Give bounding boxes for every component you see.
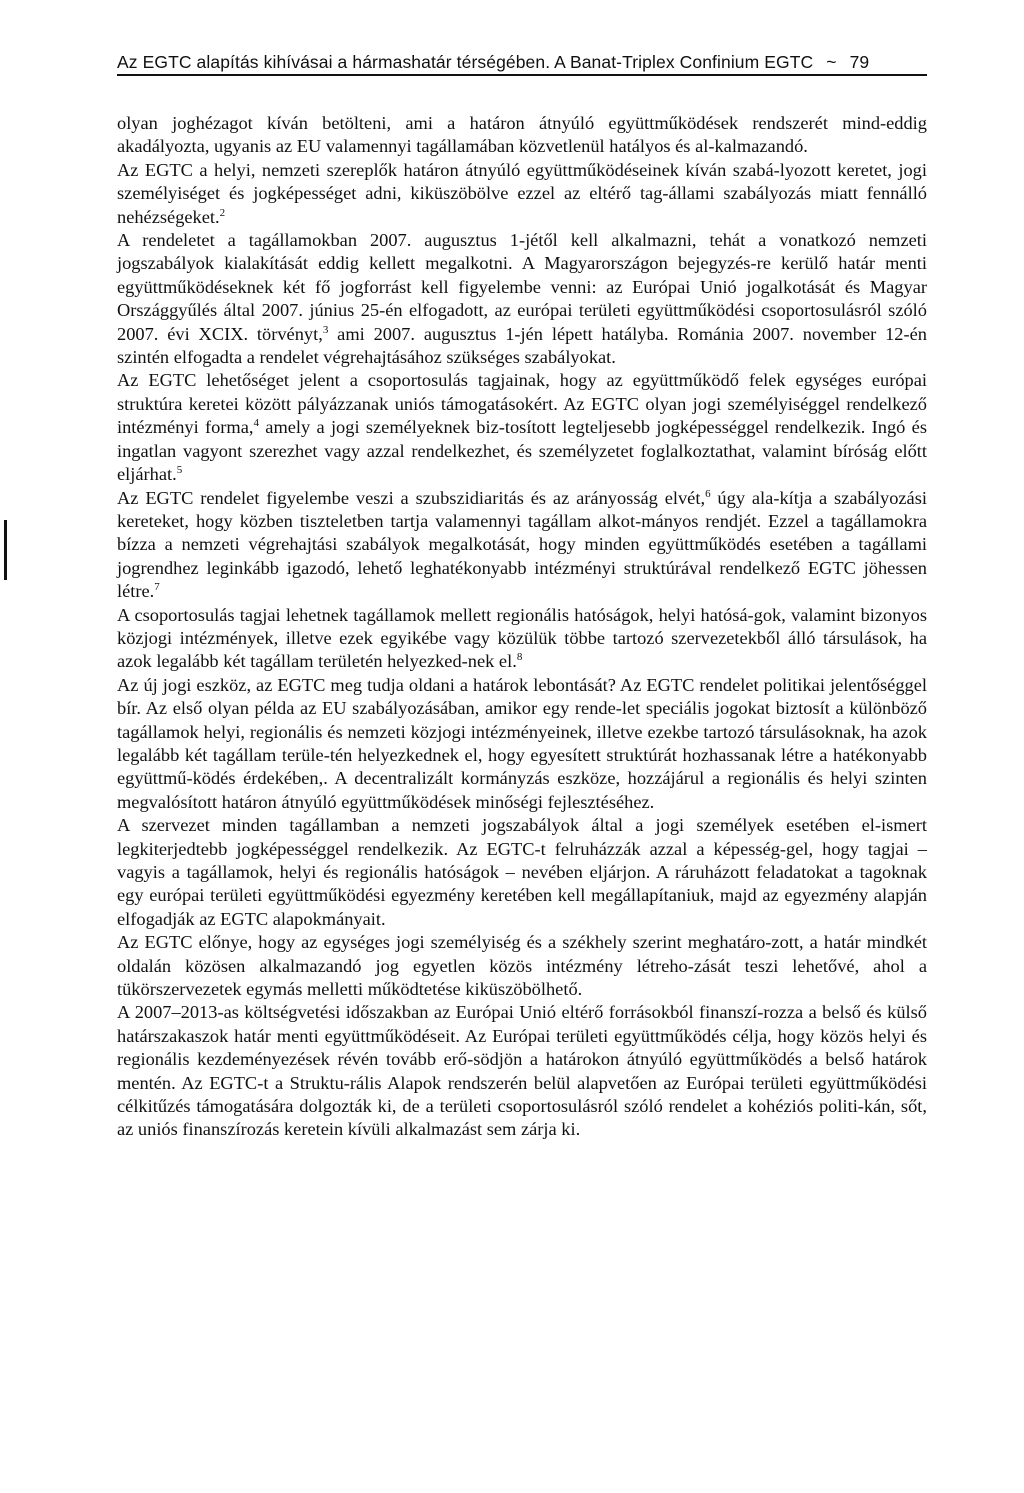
paragraph-8: A szervezet minden tagállamban a nemzeti jogszabályok által a jogi személyek esetében el-ismert legkiterjedtebb jogképességgel rendelkezik. Az EGTC-t felruházzák azzal a képesség-gel, hogy tagjai – vagyis a tagállamok, helyi és regionális hatóságok – nevében eljárjon. A ráruházott feladatokat a tagoknak egy európai területi együttműködési egyezmény keretében kell megállapítaniuk, majd az egyezmény alapján elfogadják az EGTC alapokmányait. [117,815,927,929]
footnote-ref-6: 6 [705,487,711,500]
paragraph-7: Az új jogi eszköz, az EGTC meg tudja oldani a határok lebontását? Az EGTC rendelet politikai jelentőséggel bír. Az első olyan példa az EU szabályozásában, amikor egy rende-let speciális jogokat biztosít a különböző tagállamok helyi, regionális és nemzeti közjogi intézményeinek, illetve ezekbe tartozó társulásoknak, ha azok legalább két tagállam terüle-tén helyezkednek el, hogy egyesített struktúrát hozhassanak létre a hatékonyabb együttmű-ködés érdekében,. A decentralizált kormányzás eszköze, hozzájárul a regionális és helyi szinten megvalósított határon átnyúló együttműködések minőségi fejlesztéséhez. [117,674,927,812]
paragraph-2: Az EGTC a helyi, nemzeti szereplők határon átnyúló együttműködéseinek kíván szabá-lyozott keretet, jogi személyiséget és jogképességet adni, kiküszöbölve ezzel az eltérő tag-állami szabályozás miatt fennálló nehézségeket.$^2$ [117,159,927,227]
running-title-text: Az EGTC alapítás kihívásai a hármashatár térségében. A Banat-Triplex Confinium EGTC [117,52,814,72]
header-separator: ~ [826,52,837,72]
body-text [117,112,927,1142]
paragraph-6: A csoportosulás tagjai lehetnek tagállamok mellett regionális hatóságok, helyi hatósá-gok, valamint bizonyos közjogi intézmények, illetve ezek egyikébe vagy közülük többe tartozó szervezetekből álló társulások, ha azok legalább két tagállam területén helyezked-nek el.$^8$ [117,604,927,672]
footnote-ref-2: 2 [219,206,226,219]
running-title [117,50,869,74]
paragraph-3: A rendeletet a tagállamokban 2007. augusztus 1-jétől kell alkalmazni, tehát a vonatkozó nemzeti jogszabályok kialakítását eddig kellett megalkotni. A Magyarországon bejegyzés-re kerülő határ menti együttműködéseknek két fő jogforrást kell figyelembe venni: az Európai Unió jogalkotását és Magyar Országgyűlés által 2007. június 25-én elfogadott, az európai területi együttműködési csoportosulásról szóló 2007. évi XCIX. törvényt,$^3$ ami 2007. augusztus 1-jén lépett hatályba. Románia 2007. november 12-én szintén elfogadta a rendelet végrehajtásához szükséges szabályokat. [117,230,927,368]
footnote-ref-4: 4 [253,417,259,430]
footnote-ref-3: 3 [322,323,329,336]
page-number: 79 [849,52,870,72]
running-header [117,44,927,76]
paragraph-1: olyan joghézagot kíván betölteni, ami a határon átnyúló együttműködések rendszerét mind-eddig akadályozta, ugyanis az EU valamennyi tagállamában közvetlenül hatályos és al-kalmazandó. [117,113,927,157]
scan-edge-mark [4,520,7,580]
paragraph-4: Az EGTC lehetőséget jelent a csoportosulás tagjainak, hogy az együttműködő felek egységes európai struktúra keretei között pályázzanak uniós támogatásokért. Az EGTC olyan jogi személyiséggel rendelkező intézményi forma,$^4$ amely a jogi személyeknek biz-tosított legteljesebb jogképességgel rendelkezik. Ingó és ingatlan vagyont szerezhet vagy azzal rendelkezhet, és személyzetet foglalkoztathat, valamint bíróság előtt eljárhat.$^5$ [117,370,927,485]
footnote-ref-5: 5 [176,463,183,476]
paragraph-10: A 2007–2013-as költségvetési időszakban az Európai Unió eltérő forrásokból finanszí-rozza a belső és külső határszakaszok határ menti együttműködéseit. Az Európai területi együttműködés célja, hogy közös helyi és regionális kezdeményezések révén tovább erő-södjön a határokon átnyúló együttműködés a belső határok mentén. Az EGTC-t a Struktu-rális Alapok rendszerén belül alapvetően az Európai területi együttműködési célkitűzés támogatására dolgozták ki, de a területi csoportosulásról szóló rendelet a kohéziós politi-kán, sőt, az uniós finanszírozás keretein kívüli alkalmazást sem zárja ki. [117,1002,927,1140]
paragraph-9: Az EGTC előnye, hogy az egységes jogi személyiség és a székhely szerint meghatáro-zott, a határ mindkét oldalán közösen alkalmazandó jog egyetlen közös intézmény létreho-zását teszi lehetővé, ahol a tükörszervezetek egymás melletti működtetése kiküszöbölhető. [117,932,927,1000]
footnote-ref-8: 8 [516,651,523,664]
paragraph-5: Az EGTC rendelet figyelembe veszi a szubszidiaritás és az arányosság elvét,$^6$ úgy ala-kítja a szabályozási kereteket, hogy közben tiszteletben tartja valamennyi tagállam alkot-mányos rendjét. Ezzel a tagállamokra bízza a nemzeti végrehajtási szabályok megalkotását, hogy minden együttműködés esetében a tagállami jogrendhez leginkább igazodó, lehető leghatékonyabb intézményi struktúrával rendelkező EGTC jöhessen létre.$^7$ [117,487,927,602]
footnote-ref-7: 7 [154,581,160,593]
